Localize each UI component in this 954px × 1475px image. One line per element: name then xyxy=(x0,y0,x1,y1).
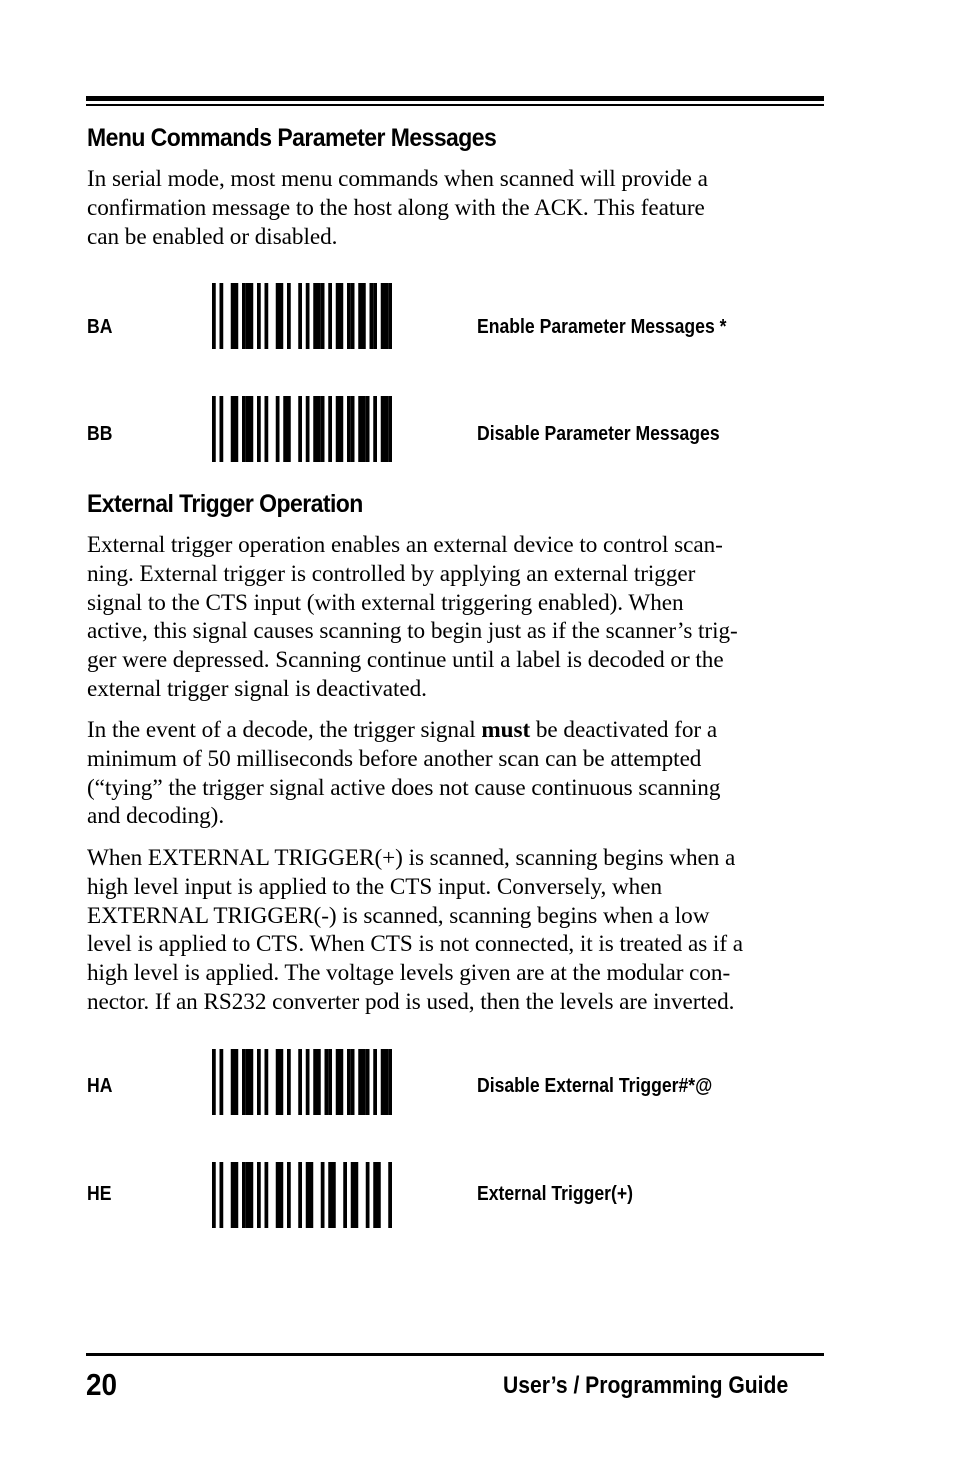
footer-rule xyxy=(86,1353,824,1356)
barcode-bar xyxy=(257,1162,261,1228)
barcode-he xyxy=(212,1162,392,1228)
barcode-bar xyxy=(276,283,280,349)
guide-title: User’s / Programming Guide xyxy=(503,1372,789,1399)
barcode-bar xyxy=(373,396,377,462)
emphasis-must: must xyxy=(481,717,531,743)
section-heading-parameter-messages: Menu Commands Parameter Messages xyxy=(87,124,497,152)
page-number: 20 xyxy=(86,1367,118,1402)
barcode-bar xyxy=(347,1049,351,1115)
barcode-bar xyxy=(358,283,366,349)
barcode-bar xyxy=(265,396,269,462)
text-line: minimum of 50 milliseconds before another scan can be attempted xyxy=(87,745,702,772)
barcode-bar xyxy=(325,1049,329,1115)
barcode-bar xyxy=(373,1049,377,1115)
top-rule-thick xyxy=(86,96,824,101)
barcode-bar xyxy=(212,1162,216,1228)
barcode-code-bb: BB xyxy=(87,423,113,445)
text-line: External trigger operation enables an external device to control scan- xyxy=(87,532,723,558)
barcode-bar xyxy=(212,283,216,349)
barcode-bar xyxy=(321,283,325,349)
text-run: In the event of a decode, the trigger signal xyxy=(87,717,482,743)
barcode-bar xyxy=(358,1049,366,1115)
barcode-bar xyxy=(220,1162,224,1228)
barcode-bar xyxy=(231,396,235,462)
barcode-bar xyxy=(313,283,321,349)
barcode-bar xyxy=(355,1162,359,1228)
barcode-bar xyxy=(347,396,351,462)
barcode-bar xyxy=(246,396,254,462)
top-rule-thin xyxy=(86,104,824,106)
barcode-bar xyxy=(306,1049,310,1115)
barcode-bar xyxy=(280,1162,284,1228)
barcode-bar xyxy=(280,1049,284,1115)
text-line: In serial mode, most menu commands when scanned will provide a xyxy=(87,166,708,192)
barcode-label-ha: Disable External Trigger#*@ xyxy=(477,1075,713,1097)
barcode-bar xyxy=(377,1162,381,1228)
barcode-bar xyxy=(358,396,366,462)
barcode-bar xyxy=(332,1162,336,1228)
barcode-bar xyxy=(231,283,235,349)
barcode-bar xyxy=(265,1049,269,1115)
barcode-bar xyxy=(212,1049,216,1115)
barcode-bar xyxy=(388,1049,392,1115)
barcode-bar xyxy=(246,283,254,349)
barcode-bar xyxy=(287,283,291,349)
barcode-bar xyxy=(231,1049,235,1115)
barcode-bar xyxy=(366,1162,370,1228)
barcode-bar xyxy=(242,1162,246,1228)
barcode-bar xyxy=(235,1049,239,1115)
text-line: high level input is applied to the CTS input. Conversely, when xyxy=(87,873,663,900)
barcode-bar xyxy=(347,283,351,349)
barcode-bar xyxy=(388,396,392,462)
barcode-bar xyxy=(328,1049,332,1115)
barcode-bb xyxy=(212,396,392,462)
barcode-bar xyxy=(280,283,284,349)
barcode-bar xyxy=(265,1162,269,1228)
text-line: (“tying” the trigger signal active does not cause continuous scanning xyxy=(87,774,721,801)
text-line: signal to the CTS input (with external triggering enabled). When xyxy=(87,589,684,616)
barcode-bar xyxy=(231,1162,235,1228)
text-line: EXTERNAL TRIGGER(-) is scanned, scanning begins when a low xyxy=(87,902,710,929)
barcode-bar xyxy=(328,396,332,462)
text-line: external trigger signal is deactivated. xyxy=(87,675,427,702)
barcode-bar xyxy=(220,1049,224,1115)
barcode-bar xyxy=(328,1162,332,1228)
barcode-bar xyxy=(388,283,392,349)
barcode-bar xyxy=(220,283,224,349)
barcode-code-he: HE xyxy=(87,1183,112,1205)
section2-paragraph-3 xyxy=(87,844,827,1017)
barcode-bar xyxy=(328,283,332,349)
barcode-bar xyxy=(373,283,377,349)
barcode-bar xyxy=(283,396,287,462)
text-line: level is applied to CTS. When CTS is not connected, it is treated as if a xyxy=(87,931,743,958)
text-line: can be enabled or disabled. xyxy=(87,223,338,250)
section1-paragraph xyxy=(87,165,827,251)
barcode-bar xyxy=(242,1049,246,1115)
barcode-bar xyxy=(321,396,325,462)
barcode-label-bb: Disable Parameter Messages xyxy=(477,423,720,445)
barcode-bar xyxy=(351,283,355,349)
barcode-bar xyxy=(381,1049,389,1115)
barcode-bar xyxy=(381,396,389,462)
barcode-bar xyxy=(212,396,216,462)
text-line: and decoding). xyxy=(87,803,225,830)
text-line: ning. External trigger is controlled by applying an external trigger xyxy=(87,560,696,587)
barcode-bar xyxy=(276,1162,280,1228)
barcode-bar xyxy=(276,396,280,462)
text-run: be deactivated for a xyxy=(530,717,718,743)
barcode-bar xyxy=(298,1162,302,1228)
barcode-bar xyxy=(336,1049,344,1115)
barcode-bar xyxy=(276,1049,280,1115)
barcode-bar xyxy=(388,1162,392,1228)
barcode-bar xyxy=(306,396,310,462)
barcode-label-ba: Enable Parameter Messages * xyxy=(477,316,727,338)
barcode-bar xyxy=(351,1162,355,1228)
barcode-bar xyxy=(298,283,302,349)
barcode-label-he: External Trigger(+) xyxy=(477,1183,634,1205)
barcode-bar xyxy=(336,396,344,462)
barcode-bar xyxy=(246,1049,254,1115)
barcode-bar xyxy=(351,396,355,462)
text-line: confirmation message to the host along with the ACK. This feature xyxy=(87,194,705,221)
barcode-bar xyxy=(336,283,344,349)
barcode-bar xyxy=(257,1049,261,1115)
barcode-bar xyxy=(321,1162,325,1228)
barcode-bar xyxy=(381,283,389,349)
barcode-bar xyxy=(257,283,261,349)
text-line: nector. If an RS232 converter pod is used, then the levels are inverted. xyxy=(87,988,735,1015)
barcode-bar xyxy=(257,396,261,462)
barcode-ba xyxy=(212,283,392,349)
barcode-bar xyxy=(242,396,246,462)
barcode-bar xyxy=(246,1162,254,1228)
barcode-bar xyxy=(306,1162,310,1228)
barcode-bar xyxy=(373,1162,377,1228)
text-line xyxy=(87,716,827,745)
barcode-bar xyxy=(298,396,302,462)
barcode-bar xyxy=(310,1162,314,1228)
barcode-bar xyxy=(366,1049,370,1115)
barcode-bar xyxy=(235,283,239,349)
barcode-bar xyxy=(343,1162,347,1228)
barcode-bar xyxy=(220,396,224,462)
section-heading-external-trigger: External Trigger Operation xyxy=(87,490,363,518)
barcode-bar xyxy=(235,396,239,462)
barcode-bar xyxy=(313,1049,321,1115)
text-line: ger were depressed. Scanning continue until a label is decoded or the xyxy=(87,647,724,674)
barcode-bar xyxy=(242,283,246,349)
barcode-code-ha: HA xyxy=(87,1075,113,1097)
barcode-bar xyxy=(306,283,310,349)
section2-paragraph-2 xyxy=(87,716,827,831)
barcode-bar xyxy=(265,283,269,349)
text-line: active, this signal causes scanning to begin just as if the scanner’s trig- xyxy=(87,618,738,645)
barcode-bar xyxy=(370,283,374,349)
section2-paragraph-1 xyxy=(87,531,827,704)
barcode-code-ba: BA xyxy=(87,316,113,338)
barcode-bar xyxy=(298,1049,302,1115)
text-line: high level is applied. The voltage levels given are at the modular con- xyxy=(87,960,731,987)
barcode-bar xyxy=(287,396,291,462)
barcode-bar xyxy=(287,1049,291,1115)
barcode-bar xyxy=(313,396,321,462)
barcode-bar xyxy=(366,396,370,462)
text-line: When EXTERNAL TRIGGER(+) is scanned, scanning begins when a xyxy=(87,845,736,871)
barcode-bar xyxy=(351,1049,355,1115)
barcode-bar xyxy=(287,1162,291,1228)
barcode-ha xyxy=(212,1049,392,1115)
barcode-bar xyxy=(235,1162,239,1228)
